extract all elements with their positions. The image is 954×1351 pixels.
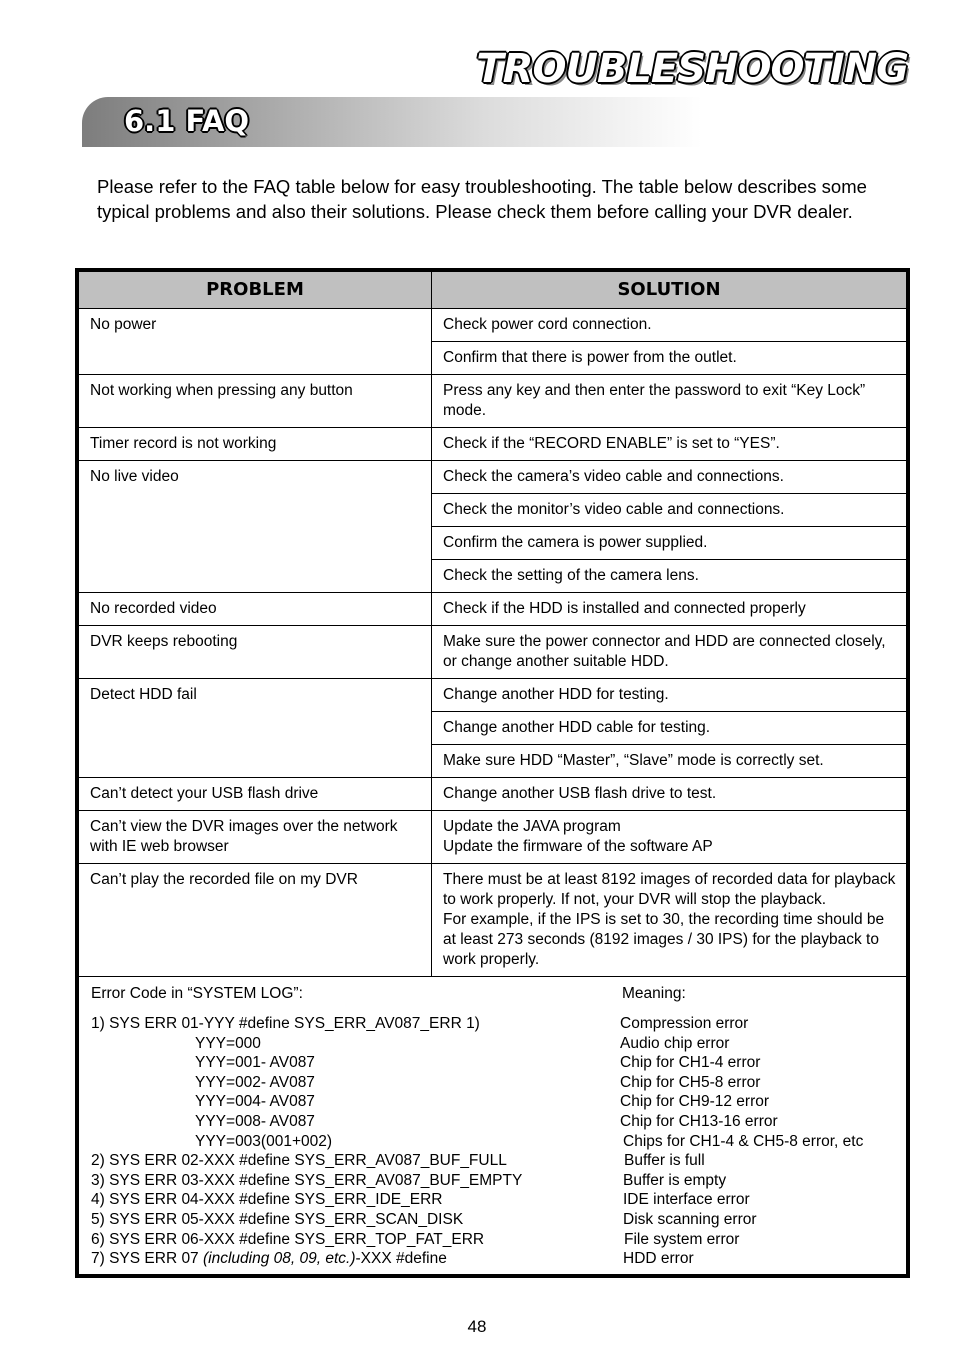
solution-cell: Change another HDD cable for testing. xyxy=(432,712,907,745)
table-row xyxy=(79,811,907,864)
error-code: 1) SYS ERR 01-YYY #define SYS_ERR_AV087_ERR 1) xyxy=(91,1015,480,1032)
error-code: YYY=000 xyxy=(195,1034,261,1052)
table-row xyxy=(79,375,907,428)
error-code-list xyxy=(91,1014,894,1269)
error-code-entry xyxy=(91,1132,894,1152)
section-banner xyxy=(82,97,702,147)
faq-table-body xyxy=(79,309,907,977)
error-code-cell xyxy=(79,977,907,1275)
error-code-note: (including 08, 09, etc.) xyxy=(203,1250,356,1268)
error-code-entry xyxy=(91,1092,894,1112)
error-code-prefix: 7) SYS ERR 07 xyxy=(91,1250,203,1268)
solution-cell: Confirm that there is power from the outlet. xyxy=(432,342,907,375)
table-row xyxy=(79,778,907,811)
error-meaning: Disk scanning error xyxy=(623,1210,757,1228)
error-code: 3) SYS ERR 03-XXX #define SYS_ERR_AV087_BUF_EMPTY xyxy=(91,1171,523,1189)
problem-cell: DVR keeps rebooting xyxy=(79,626,432,679)
problem-cell: Can’t view the DVR images over the network with IE web browser xyxy=(79,811,432,864)
problem-cell: Can’t play the recorded file on my DVR xyxy=(79,864,432,977)
table-row xyxy=(79,679,907,712)
error-code-suffix: -XXX #define xyxy=(355,1250,447,1268)
table-row xyxy=(79,626,907,679)
table-row xyxy=(79,593,907,626)
solution-cell: Make sure the power connector and HDD are connected closely, or change another suitable HDD. xyxy=(432,626,907,679)
error-code-entry xyxy=(91,1014,894,1034)
error-code: YYY=001- AV087 xyxy=(195,1054,315,1072)
solution-cell: Check the camera’s video cable and connections. xyxy=(432,461,907,494)
solution-column-header: SOLUTION xyxy=(432,272,907,309)
problem-cell: Timer record is not working xyxy=(79,428,432,461)
error-code-row xyxy=(79,977,907,1275)
problem-column-header: PROBLEM xyxy=(79,272,432,309)
error-code: 4) SYS ERR 04-XXX #define SYS_ERR_IDE_ERR xyxy=(91,1191,443,1209)
table-row xyxy=(79,428,907,461)
error-meaning: Chip for CH13-16 error xyxy=(620,1112,778,1130)
error-code-entry xyxy=(91,1230,894,1250)
error-code-entry xyxy=(91,1210,894,1230)
error-meaning: Buffer is empty xyxy=(623,1171,727,1189)
error-code xyxy=(91,1249,447,1269)
error-code-entry xyxy=(91,1171,894,1191)
error-code-entry xyxy=(91,1151,894,1171)
solution-cell: Press any key and then enter the password to exit “Key Lock” mode. xyxy=(432,375,907,428)
error-code-entry xyxy=(91,1112,894,1132)
error-meaning: Buffer is full xyxy=(624,1152,705,1170)
intro-paragraph: Please refer to the FAQ table below for easy troubleshooting. The table below describes some typical problems and also their solutions. Please check them before calling your DVR dealer. xyxy=(97,176,867,222)
error-meaning: Compression error xyxy=(620,1015,749,1032)
solution-cell: Check if the HDD is installed and connected properly xyxy=(432,593,907,626)
section-title: 6.1 FAQ xyxy=(124,104,250,138)
error-code-entry xyxy=(91,1034,894,1054)
error-code-entry xyxy=(91,1249,894,1269)
problem-cell: Not working when pressing any button xyxy=(79,375,432,428)
problem-cell: No live video xyxy=(79,461,432,593)
error-code-entry xyxy=(91,1073,894,1093)
error-meaning-heading: Meaning: xyxy=(622,985,686,1002)
problem-cell: Detect HDD fail xyxy=(79,679,432,778)
error-code: 6) SYS ERR 06-XXX #define SYS_ERR_TOP_FAT_ERR xyxy=(91,1230,485,1248)
error-code-entry xyxy=(91,1190,894,1210)
error-meaning: HDD error xyxy=(623,1250,694,1268)
error-meaning: Chips for CH1-4 & CH5-8 error, etc xyxy=(623,1132,864,1150)
error-code-heading-row xyxy=(91,984,894,1014)
solution-cell: Check if the “RECORD ENABLE” is set to “YES”. xyxy=(432,428,907,461)
faq-table xyxy=(75,268,910,1278)
error-meaning: Audio chip error xyxy=(620,1034,730,1052)
error-meaning: File system error xyxy=(624,1230,740,1248)
table-row xyxy=(79,864,907,977)
error-code-heading: Error Code in “SYSTEM LOG”: xyxy=(91,985,303,1002)
table-row xyxy=(79,461,907,494)
error-meaning: Chip for CH9-12 error xyxy=(620,1093,770,1111)
error-code: 5) SYS ERR 05-XXX #define SYS_ERR_SCAN_DISK xyxy=(91,1210,464,1228)
solution-cell: Confirm the camera is power supplied. xyxy=(432,527,907,560)
error-code: YYY=003(001+002) xyxy=(195,1132,333,1150)
error-meaning: Chip for CH5-8 error xyxy=(620,1073,761,1091)
page-number: 48 xyxy=(467,1317,487,1336)
solution-cell: Make sure HDD “Master”, “Slave” mode is correctly set. xyxy=(432,745,907,778)
solution-cell: Check power cord connection. xyxy=(432,309,907,342)
solution-cell: Update the JAVA program Update the firmware of the software AP xyxy=(432,811,907,864)
error-code: YYY=008- AV087 xyxy=(195,1112,315,1130)
error-code-entry xyxy=(91,1053,894,1073)
problem-cell: No recorded video xyxy=(79,593,432,626)
table-header-row xyxy=(79,272,907,309)
problem-cell: Can’t detect your USB flash drive xyxy=(79,778,432,811)
solution-cell: Check the setting of the camera lens. xyxy=(432,560,907,593)
error-meaning: IDE interface error xyxy=(623,1191,750,1209)
page-header-title: TROUBLESHOOTING xyxy=(476,46,908,92)
solution-cell: Check the monitor’s video cable and connections. xyxy=(432,494,907,527)
solution-cell: Change another USB flash drive to test. xyxy=(432,778,907,811)
error-code: YYY=002- AV087 xyxy=(195,1073,315,1091)
solution-cell: Change another HDD for testing. xyxy=(432,679,907,712)
error-code: YYY=004- AV087 xyxy=(195,1093,315,1111)
solution-cell: There must be at least 8192 images of recorded data for playback to work properly. If not, your DVR will stop the playback. For example, if the IPS is set to 30, the recording time should be at least 273 seconds (8192 images / 30 IPS) for the playback to work properly. xyxy=(432,864,907,977)
error-meaning: Chip for CH1-4 error xyxy=(620,1054,761,1072)
error-code: 2) SYS ERR 02-XXX #define SYS_ERR_AV087_BUF_FULL xyxy=(91,1152,507,1170)
table-row xyxy=(79,309,907,342)
problem-cell: No power xyxy=(79,309,432,375)
